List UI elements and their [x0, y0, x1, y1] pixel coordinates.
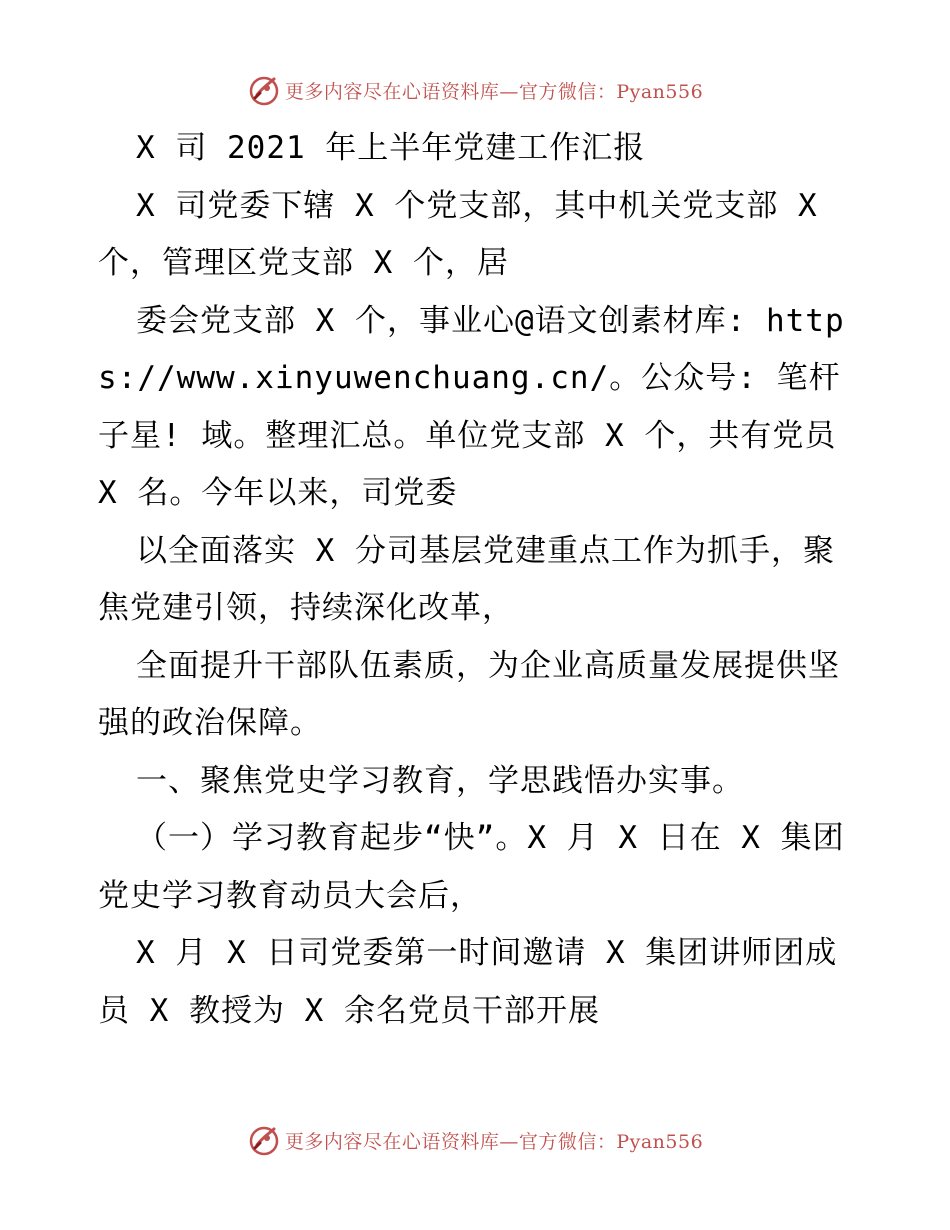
paragraph: 以全面落实 X 分司基层党建重点工作为抓手，聚焦党建引领，持续深化改革，: [98, 532, 835, 626]
paragraph: （一）学习教育起步“快”。X 月 X 日在 X 集团党史学习教育动员大会后，: [98, 820, 845, 914]
section-heading: 一、聚焦党史学习教育，学思践悟办实事。: [136, 762, 744, 799]
pen-logo-icon: [247, 73, 281, 107]
footer-watermark: [0, 1122, 950, 1158]
document-body: [98, 120, 858, 1040]
header-watermark: [0, 72, 950, 108]
watermark-text: 更多内容尽在心语资料库—官方微信：Pyan556: [284, 1130, 704, 1153]
paragraph: X 月 X 日司党委第一时间邀请 X 集团讲师团成员 X 教授为 X 余名党员干部开展: [98, 935, 838, 1029]
paragraph: 全面提升干部队伍素质，为企业高质量发展提供坚强的政治保障。: [98, 647, 840, 741]
pen-logo-icon: [247, 1123, 281, 1157]
paragraph: 委会党支部 X 个，事业心@语文创素材库: https://www.xinyuwenchuang.cn/。公众号: 笔杆子星! 域。整理汇总。单位党支部 X 个，共有党员 X 名。今年以来，司党委: [98, 302, 856, 511]
watermark-text: 更多内容尽在心语资料库—官方微信：Pyan556: [284, 80, 704, 103]
doc-title-line: X 司 2021 年上半年党建工作汇报: [136, 130, 646, 166]
paragraph: X 司党委下辖 X 个党支部，其中机关党支部 X 个，管理区党支部 X 个，居: [98, 187, 838, 281]
